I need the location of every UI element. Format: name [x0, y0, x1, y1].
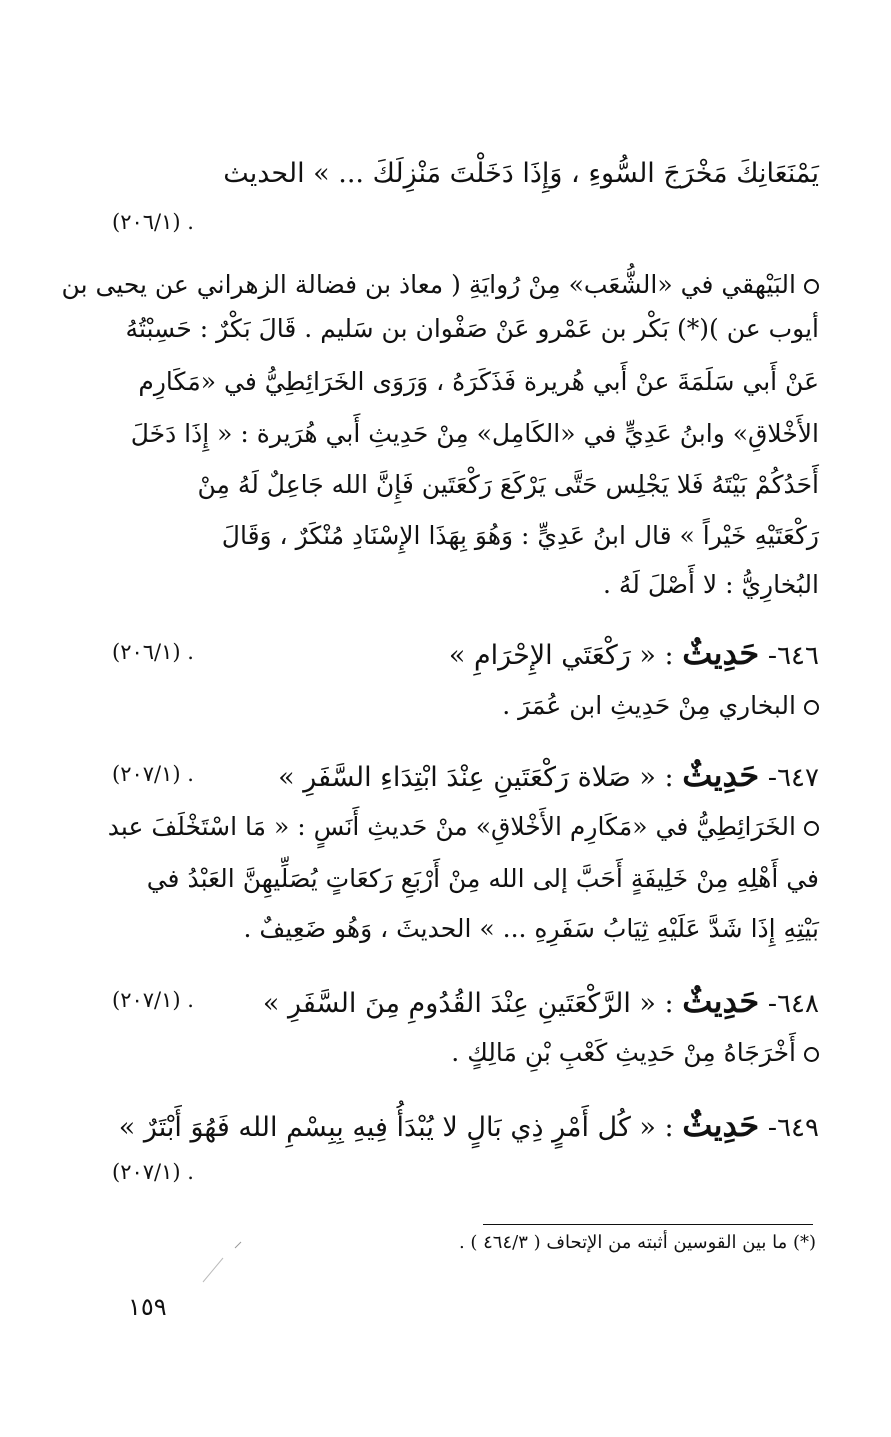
- hadith-646-source: البخاري مِنْ حَدِيثِ ابن عُمَرَ .: [100, 684, 819, 728]
- hadith-text: : « رَكْعَتَي الإِحْرَامِ »: [448, 640, 674, 671]
- hadith-646-heading: [100, 631, 819, 678]
- hadith-647-ref: . (٢٠٧/١): [112, 762, 194, 786]
- p1-line-1: البَيْهقي في «الشُّعَب» مِنْ رُوايَةِ ( معاذ بن فضالة الزهراني عن يحيى بن: [100, 263, 819, 307]
- p1-line-4: الأَخْلاقِ» وابنُ عَدِيٍّ في «الكَامِل» مِنْ حَدِيثِ أَبي هُرَيرة : « إِذَا دَخَلَ: [130, 419, 819, 448]
- hadith-word: حَدِيثٌ: [682, 982, 760, 1020]
- hadith-647-heading: [278, 753, 819, 800]
- hadith-number: ٦٤٦-: [767, 641, 819, 671]
- footnote-divider: [483, 1224, 813, 1225]
- hadith-text: : « الرَّكْعَتَينِ عِنْدَ القُدُومِ مِنَ السَّفَرِ »: [262, 988, 674, 1019]
- hadith-647-line-1: الخَرَائِطِيُّ في «مَكَارِم الأَخْلاقِ» منْ حَديثِ أَنَسٍ : « مَا اسْتَخْلَفَ عبد: [100, 805, 819, 849]
- intro-ref: . (٢٠٦/١): [112, 210, 194, 234]
- p1-line-7: البُخارِيُّ : لا أَصْلَ لَهُ .: [603, 570, 819, 599]
- bullet-icon: [804, 279, 819, 294]
- p1-line-3: عَنْ أَبي سَلَمَةَ عنْ أَبي هُريرة فَذَكَرَهُ ، وَرَوَى الخَرَائِطِيُّ في «مَكَارِم: [138, 367, 819, 396]
- footnote: (*) ما بين القوسين أثبته من الإتحاف ( ٤٦٤/٣ ) .: [458, 1232, 816, 1253]
- hadith-648-ref: . (٢٠٧/١): [112, 988, 194, 1012]
- hadith-text: : « صَلاة رَكْعَتَينِ عِنْدَ ابْتِدَاءِ السَّفَرِ »: [278, 762, 674, 793]
- hadith-number: ٦٤٧-: [767, 763, 819, 793]
- hadith-646-ref: . (٢٠٦/١): [112, 640, 194, 664]
- hadith-word: حَدِيثٌ: [682, 756, 760, 794]
- hadith-648-heading: [262, 979, 819, 1026]
- hadith-word: حَدِيثٌ: [682, 634, 760, 672]
- bullet-icon: [804, 700, 819, 715]
- page-number: ١٥٩: [128, 1293, 167, 1321]
- hadith-text: : « كُل أَمْرٍ ذِي بَالٍ لا يُبْدَأُ فِيهِ بِبِسْمِ الله فَهُوَ أَبْتَرٌ »: [118, 1112, 674, 1143]
- hadith-649-ref: . (٢٠٧/١): [112, 1160, 194, 1184]
- bullet-icon: [804, 821, 819, 836]
- p1-line-5: أَحَدُكُمْ بَيْتَهُ فَلا يَجْلِس حَتَّى يَرْكَعَ رَكْعَتَين فَإِنَّ الله جَاعِلٌ لَهُ مِنْ: [197, 470, 819, 499]
- p1-line-2: أيوب عن )(*) بَكْر بن عَمْرو عَنْ صَفْوان بن سَليم . قَالَ بَكْرٌ : حَسِبْتُهُ: [125, 314, 819, 343]
- hadith-word: حَدِيثٌ: [682, 1106, 760, 1144]
- hadith-648-source: أَخْرَجَاهُ مِنْ حَدِيثِ كَعْبِ بْنِ مَالِكٍ .: [100, 1031, 819, 1075]
- hadith-number: ٦٤٨-: [767, 989, 819, 1019]
- hadith-647-line-2: في أَهْلِهِ مِنْ خَلِيفَةٍ أَحَبَّ إلى الله مِنْ أَرْبَعِ رَكعَاتٍ يُصَلِّيهِنَّ العَبْدُ في: [146, 864, 819, 893]
- bullet-icon: [804, 1047, 819, 1062]
- p1-line-6: رَكْعَتَيْهِ خَيْراً » قال ابنُ عَدِيٍّ : وَهُوَ بِهَذَا الإِسْنَادِ مُنْكَرٌ ، وَقَالَ: [221, 521, 819, 550]
- hadith-647-line-3: بَيْتِهِ إِذَا شَدَّ عَلَيْهِ ثِيَابُ سَفَرِهِ ... » الحديثَ ، وَهُو ضَعِيفٌ .: [243, 914, 819, 943]
- pencil-mark-icon: [197, 1236, 245, 1286]
- hadith-649-heading: [100, 1103, 819, 1150]
- intro-line: يَمْنَعَانِكَ مَخْرَجَ السُّوءِ ، وَإِذَا دَخَلْتَ مَنْزِلَكَ ... » الحديث: [223, 158, 819, 189]
- hadith-number: ٦٤٩-: [767, 1113, 819, 1143]
